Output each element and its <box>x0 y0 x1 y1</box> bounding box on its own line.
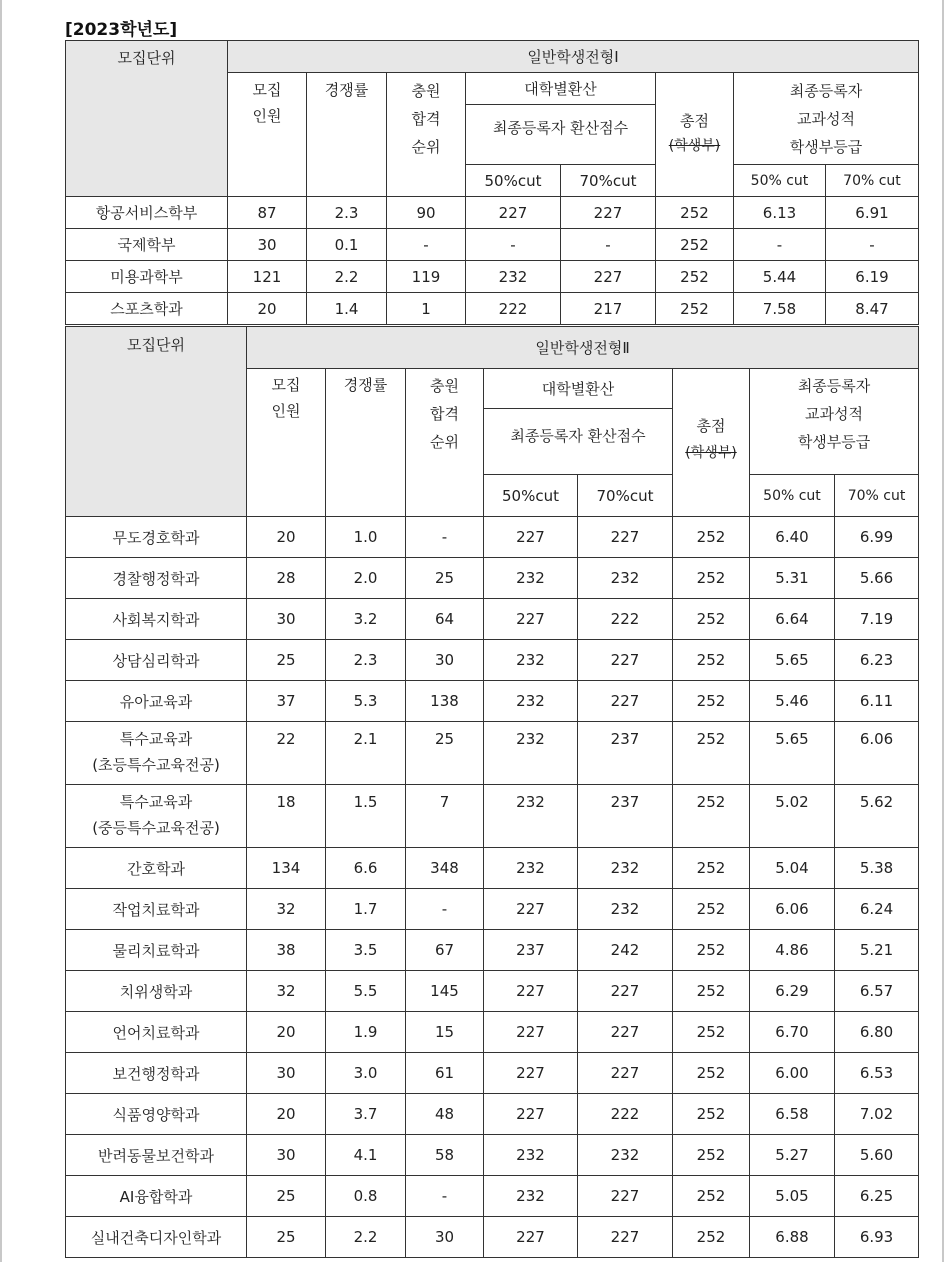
cell-total: 252 <box>673 722 750 785</box>
cell-comp: 3.2 <box>326 599 406 640</box>
table-row <box>66 971 919 1012</box>
cell-s50: 227 <box>484 1217 578 1258</box>
cell-comp: 3.0 <box>326 1053 406 1094</box>
cell-quota: 25 <box>247 1217 326 1258</box>
table-row <box>66 889 919 930</box>
cell-g50: 6.64 <box>750 599 835 640</box>
cell-g70: 6.11 <box>835 681 919 722</box>
cell-g70: 6.99 <box>835 517 919 558</box>
final-score-header: 최종등록자 환산점수 <box>484 409 673 475</box>
cell-g70: 6.53 <box>835 1053 919 1094</box>
table-row <box>66 1094 919 1135</box>
cell-comp: 1.9 <box>326 1012 406 1053</box>
dept-name: AI융합학과 <box>66 1176 247 1217</box>
cell-quota: 134 <box>247 848 326 889</box>
cell-g70: 5.66 <box>835 558 919 599</box>
cell-g50: 6.29 <box>750 971 835 1012</box>
cell-g50: 5.65 <box>750 640 835 681</box>
cell-s50: 232 <box>484 681 578 722</box>
cell-comp: 5.3 <box>326 681 406 722</box>
cell-g70: 6.80 <box>835 1012 919 1053</box>
cell-total: 252 <box>673 599 750 640</box>
cell-rank: - <box>406 517 484 558</box>
dept-name: 물리치료학과 <box>66 930 247 971</box>
dept-name: 식품영양학과 <box>66 1094 247 1135</box>
cell-s70: 227 <box>578 1217 673 1258</box>
cell-quota: 32 <box>247 889 326 930</box>
cell-s70: 222 <box>578 599 673 640</box>
cell-s50: 227 <box>484 971 578 1012</box>
cell-comp: 1.0 <box>326 517 406 558</box>
score-50-header: 50%cut <box>466 165 561 197</box>
cell-rank: - <box>406 889 484 930</box>
dept-name: 실내건축디자인학과 <box>66 1217 247 1258</box>
total-score-header: 총점 (학생부) <box>673 369 750 517</box>
cell-s70: 232 <box>578 558 673 599</box>
table-body <box>66 517 919 1258</box>
table-row <box>66 558 919 599</box>
table-row <box>66 599 919 640</box>
cell-rank: 348 <box>406 848 484 889</box>
table-row <box>66 1053 919 1094</box>
cell-s50: 227 <box>484 1012 578 1053</box>
table-row <box>66 785 919 848</box>
cell-g50: 5.02 <box>750 785 835 848</box>
cell-s50: 227 <box>484 889 578 930</box>
cell-quota: 18 <box>247 785 326 848</box>
cell-rank: 138 <box>406 681 484 722</box>
cell-total: 252 <box>673 1176 750 1217</box>
competition-header: 경쟁률 <box>326 369 406 517</box>
table-row: 미용과학부 121 2.2 119 232 227 252 5.44 6.19 <box>66 261 919 293</box>
cell-quota: 38 <box>247 930 326 971</box>
cell-g70: 7.19 <box>835 599 919 640</box>
admission-table-general-1 <box>65 40 919 325</box>
dept-name: 보건행정학과 <box>66 1053 247 1094</box>
cell-comp: 1.7 <box>326 889 406 930</box>
table-row: 항공서비스학부 87 2.3 90 227 227 252 6.13 6.91 <box>66 197 919 229</box>
dept-name: 작업치료학과 <box>66 889 247 930</box>
cell-s70: 227 <box>578 517 673 558</box>
cell-rank: 58 <box>406 1135 484 1176</box>
cell-g50: 6.06 <box>750 889 835 930</box>
table-row <box>66 848 919 889</box>
cell-s70: 227 <box>578 640 673 681</box>
cell-g70: 5.62 <box>835 785 919 848</box>
grade-header: 최종등록자 교과성적 학생부등급 <box>734 73 919 165</box>
cell-total: 252 <box>673 785 750 848</box>
table-row <box>66 722 919 785</box>
cell-s70: 222 <box>578 1094 673 1135</box>
cell-total: 252 <box>673 848 750 889</box>
cell-quota: 20 <box>247 1012 326 1053</box>
cell-rank: 30 <box>406 1217 484 1258</box>
cell-comp: 2.0 <box>326 558 406 599</box>
cell-g50: 6.58 <box>750 1094 835 1135</box>
type-header: 일반학생전형Ⅱ <box>247 327 919 369</box>
cell-total: 252 <box>673 558 750 599</box>
cell-s70: 237 <box>578 785 673 848</box>
cell-comp: 3.7 <box>326 1094 406 1135</box>
cell-g70: 6.57 <box>835 971 919 1012</box>
table-row <box>66 1176 919 1217</box>
cell-comp: 1.5 <box>326 785 406 848</box>
cell-g50: 5.46 <box>750 681 835 722</box>
cell-g70: 7.02 <box>835 1094 919 1135</box>
cell-total: 252 <box>673 1053 750 1094</box>
cell-comp: 2.1 <box>326 722 406 785</box>
dept-name: 유아교육과 <box>66 681 247 722</box>
cell-quota: 22 <box>247 722 326 785</box>
cell-rank: 7 <box>406 785 484 848</box>
grade-50-header: 50% cut <box>750 475 835 517</box>
cell-rank: 25 <box>406 558 484 599</box>
cell-g50: 4.86 <box>750 930 835 971</box>
cell-s50: 232 <box>484 558 578 599</box>
dept-name: 특수교육과 (중등특수교육전공) <box>66 785 247 848</box>
cell-g70: 6.25 <box>835 1176 919 1217</box>
cell-g50: 6.70 <box>750 1012 835 1053</box>
table-row: 스포츠학과 20 1.4 1 222 217 252 7.58 8.47 <box>66 293 919 325</box>
dept-name: 언어치료학과 <box>66 1012 247 1053</box>
cell-s50: 227 <box>484 1053 578 1094</box>
cell-s50: 232 <box>484 1176 578 1217</box>
cell-comp: 6.6 <box>326 848 406 889</box>
total-score-header: 총점 (학생부) <box>656 73 734 197</box>
cell-g50: 5.27 <box>750 1135 835 1176</box>
cell-g50: 5.05 <box>750 1176 835 1217</box>
dept-name: 간호학과 <box>66 848 247 889</box>
cell-s70: 227 <box>578 1012 673 1053</box>
table-row <box>66 681 919 722</box>
dept-name: 사회복지학과 <box>66 599 247 640</box>
table-row <box>66 640 919 681</box>
cell-quota: 28 <box>247 558 326 599</box>
cell-total: 252 <box>673 930 750 971</box>
grade-70-header: 70% cut <box>826 165 919 197</box>
page-title: [2023학년도] <box>65 20 178 40</box>
cell-rank: 25 <box>406 722 484 785</box>
dept-name: 무도경호학과 <box>66 517 247 558</box>
quota-header: 모집 인원 <box>228 73 307 197</box>
cell-s70: 242 <box>578 930 673 971</box>
table-row <box>66 1012 919 1053</box>
score-50-header: 50%cut <box>484 475 578 517</box>
dept-name: 반려동물보건학과 <box>66 1135 247 1176</box>
cell-rank: 145 <box>406 971 484 1012</box>
cell-rank: 61 <box>406 1053 484 1094</box>
cell-s50: 227 <box>484 599 578 640</box>
cell-s50: 227 <box>484 517 578 558</box>
cell-g50: 6.00 <box>750 1053 835 1094</box>
admission-table-general-2 <box>65 326 919 1258</box>
cell-s50: 232 <box>484 722 578 785</box>
cell-quota: 20 <box>247 517 326 558</box>
cell-rank: 30 <box>406 640 484 681</box>
table-row: 국제학부 30 0.1 - - - 252 - - <box>66 229 919 261</box>
cell-total: 252 <box>673 1012 750 1053</box>
cell-quota: 25 <box>247 640 326 681</box>
cell-s50: 232 <box>484 848 578 889</box>
cell-s50: 232 <box>484 1135 578 1176</box>
cell-s70: 232 <box>578 848 673 889</box>
cell-quota: 20 <box>247 1094 326 1135</box>
final-score-header: 최종등록자 환산점수 <box>466 105 656 165</box>
cell-g70: 6.24 <box>835 889 919 930</box>
cell-s50: 232 <box>484 785 578 848</box>
table-row <box>66 1135 919 1176</box>
rank-header: 충원 합격 순위 <box>387 73 466 197</box>
cell-total: 252 <box>673 971 750 1012</box>
page-border-left <box>0 0 2 1262</box>
cell-g50: 5.31 <box>750 558 835 599</box>
cell-rank: 67 <box>406 930 484 971</box>
grade-50-header: 50% cut <box>734 165 826 197</box>
univ-conversion-header: 대학별환산 <box>466 73 656 105</box>
cell-rank: - <box>406 1176 484 1217</box>
cell-comp: 2.3 <box>326 640 406 681</box>
cell-g50: 5.65 <box>750 722 835 785</box>
cell-rank: 64 <box>406 599 484 640</box>
cell-s50: 237 <box>484 930 578 971</box>
cell-total: 252 <box>673 1217 750 1258</box>
type-header: 일반학생전형Ⅰ <box>228 41 919 73</box>
competition-header: 경쟁률 <box>307 73 387 197</box>
dept-name: 경찰행정학과 <box>66 558 247 599</box>
table-row <box>66 1217 919 1258</box>
cell-comp: 5.5 <box>326 971 406 1012</box>
cell-quota: 25 <box>247 1176 326 1217</box>
cell-s50: 232 <box>484 640 578 681</box>
score-70-header: 70%cut <box>561 165 656 197</box>
score-70-header: 70%cut <box>578 475 673 517</box>
cell-s70: 227 <box>578 1176 673 1217</box>
rank-header: 충원 합격 순위 <box>406 369 484 517</box>
cell-g70: 5.38 <box>835 848 919 889</box>
cell-s70: 227 <box>578 1053 673 1094</box>
univ-conversion-header: 대학별환산 <box>484 369 673 409</box>
cell-s50: 227 <box>484 1094 578 1135</box>
cell-total: 252 <box>673 681 750 722</box>
dept-name: 상담심리학과 <box>66 640 247 681</box>
cell-total: 252 <box>673 517 750 558</box>
cell-comp: 4.1 <box>326 1135 406 1176</box>
cell-total: 252 <box>673 889 750 930</box>
cell-g70: 6.06 <box>835 722 919 785</box>
dept-name: 특수교육과 (초등특수교육전공) <box>66 722 247 785</box>
cell-total: 252 <box>673 640 750 681</box>
unit-header: 모집단위 <box>66 327 247 517</box>
cell-g50: 6.40 <box>750 517 835 558</box>
cell-quota: 30 <box>247 1135 326 1176</box>
cell-quota: 32 <box>247 971 326 1012</box>
unit-header: 모집단위 <box>66 41 228 197</box>
cell-g50: 5.04 <box>750 848 835 889</box>
cell-s70: 227 <box>578 681 673 722</box>
dept-name: 치위생학과 <box>66 971 247 1012</box>
cell-g70: 6.93 <box>835 1217 919 1258</box>
cell-s70: 232 <box>578 1135 673 1176</box>
cell-total: 252 <box>673 1135 750 1176</box>
cell-g50: 6.88 <box>750 1217 835 1258</box>
cell-rank: 48 <box>406 1094 484 1135</box>
cell-comp: 3.5 <box>326 930 406 971</box>
cell-total: 252 <box>673 1094 750 1135</box>
cell-comp: 0.8 <box>326 1176 406 1217</box>
cell-g70: 5.60 <box>835 1135 919 1176</box>
cell-s70: 227 <box>578 971 673 1012</box>
cell-comp: 2.2 <box>326 1217 406 1258</box>
cell-s70: 237 <box>578 722 673 785</box>
cell-g70: 5.21 <box>835 930 919 971</box>
table-row <box>66 517 919 558</box>
cell-g70: 6.23 <box>835 640 919 681</box>
cell-quota: 30 <box>247 599 326 640</box>
cell-s70: 232 <box>578 889 673 930</box>
quota-header: 모집 인원 <box>247 369 326 517</box>
cell-quota: 37 <box>247 681 326 722</box>
cell-quota: 30 <box>247 1053 326 1094</box>
cell-rank: 15 <box>406 1012 484 1053</box>
table-row <box>66 930 919 971</box>
grade-header: 최종등록자 교과성적 학생부등급 <box>750 369 919 475</box>
grade-70-header: 70% cut <box>835 475 919 517</box>
